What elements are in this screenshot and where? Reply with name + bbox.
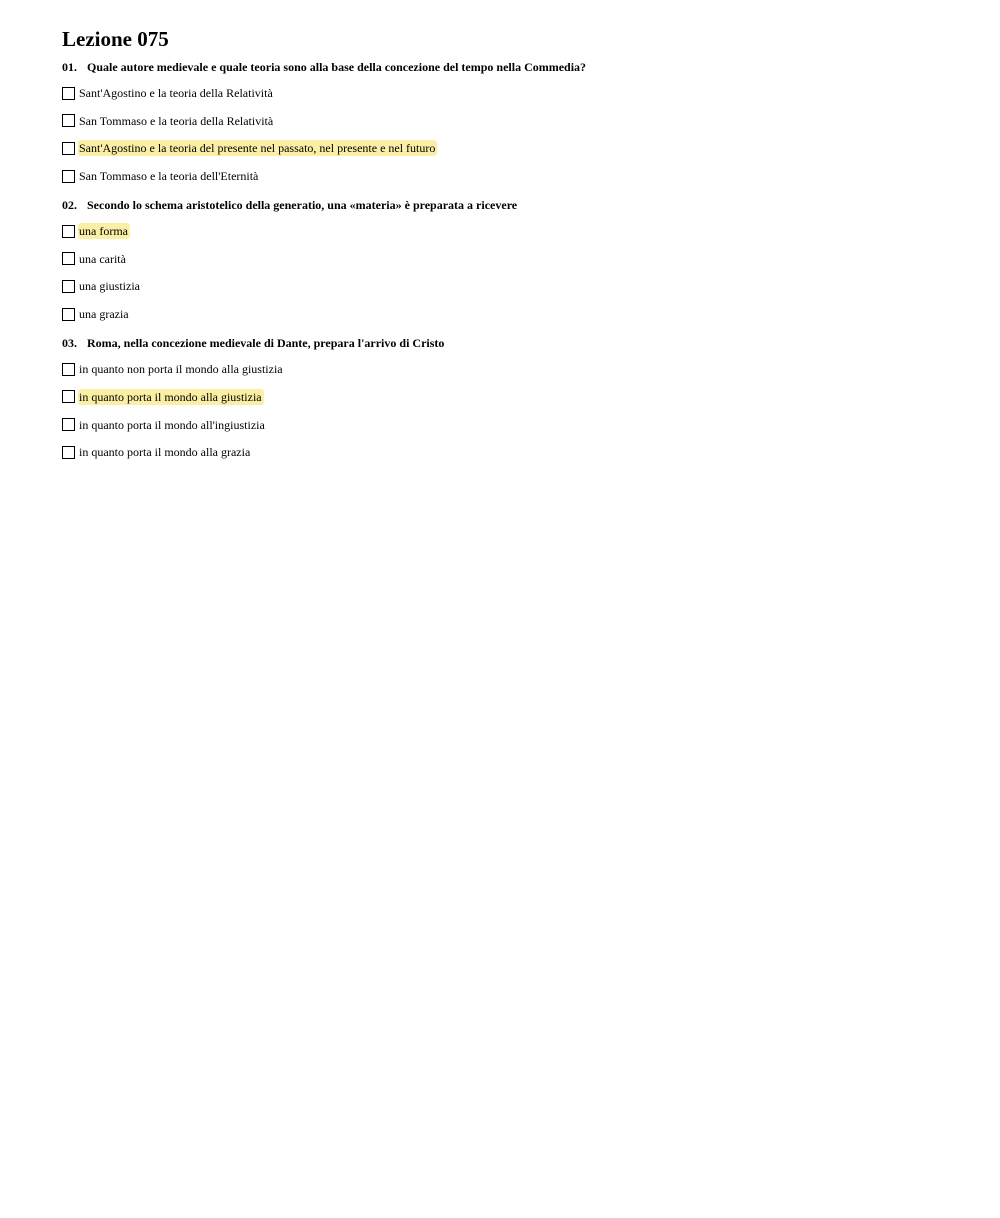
- answer-text-highlighted: Sant'Agostino e la teoria del presente nel passato, nel presente e nel futuro: [79, 141, 436, 156]
- answer-option[interactable]: [62, 361, 962, 377]
- answer-text: in quanto porta il mondo alla grazia: [79, 445, 251, 460]
- question-number: 03.: [62, 336, 77, 351]
- question-2: [62, 198, 962, 322]
- answer-option[interactable]: [62, 85, 962, 101]
- answer-option[interactable]: [62, 306, 962, 322]
- answer-option[interactable]: [62, 251, 962, 267]
- answer-option[interactable]: [62, 389, 962, 405]
- answer-text-highlighted: una forma: [79, 224, 128, 239]
- answer-checkbox[interactable]: [62, 446, 75, 459]
- question-text: [62, 336, 962, 350]
- answer-text: Sant'Agostino e la teoria della Relatività: [79, 86, 273, 100]
- answer-option[interactable]: [62, 140, 962, 156]
- answer-text: in quanto non porta il mondo alla giustizia: [79, 362, 283, 377]
- quiz-page: [62, 26, 962, 474]
- question-number: 02.: [62, 198, 77, 213]
- question-text: [62, 60, 962, 74]
- page-title: Lezione 075: [62, 27, 169, 51]
- answer-option[interactable]: [62, 113, 962, 129]
- answer-text-highlighted: in quanto porta il mondo alla giustizia: [79, 389, 262, 404]
- answer-checkbox[interactable]: [62, 418, 75, 431]
- question-number: 01.: [62, 60, 77, 74]
- answer-text: una carità: [79, 251, 126, 266]
- answer-text: una giustizia: [79, 279, 140, 294]
- answer-option[interactable]: [62, 417, 962, 433]
- answer-text: una grazia: [79, 307, 129, 322]
- answer-checkbox[interactable]: [62, 280, 75, 293]
- answer-option[interactable]: [62, 168, 962, 184]
- answer-checkbox[interactable]: [62, 252, 75, 265]
- answer-checkbox[interactable]: [62, 170, 75, 183]
- answer-text: San Tommaso e la teoria della Relatività: [79, 113, 274, 128]
- answer-checkbox[interactable]: [62, 308, 75, 321]
- question-1: [62, 60, 962, 184]
- answer-checkbox[interactable]: [62, 114, 75, 127]
- question-label: Quale autore medievale e quale teoria sono alla base della concezione del tempo nella Commedia?: [87, 60, 587, 74]
- answer-option[interactable]: [62, 223, 962, 239]
- question-3: [62, 336, 962, 460]
- answer-text: in quanto porta il mondo all'ingiustizia: [79, 417, 265, 432]
- question-label: Roma, nella concezione medievale di Dante, prepara l'arrivo di Cristo: [87, 336, 445, 351]
- question-text: [62, 198, 962, 212]
- answer-checkbox[interactable]: [62, 363, 75, 376]
- answer-option[interactable]: [62, 278, 962, 294]
- answer-checkbox[interactable]: [62, 142, 75, 155]
- answer-checkbox[interactable]: [62, 390, 75, 403]
- answer-option[interactable]: [62, 444, 962, 460]
- answer-checkbox[interactable]: [62, 225, 75, 238]
- answer-text: San Tommaso e la teoria dell'Eternità: [79, 169, 259, 184]
- answer-checkbox[interactable]: [62, 87, 75, 100]
- question-label: Secondo lo schema aristotelico della generatio, una «materia» è preparata a ricevere: [87, 198, 518, 213]
